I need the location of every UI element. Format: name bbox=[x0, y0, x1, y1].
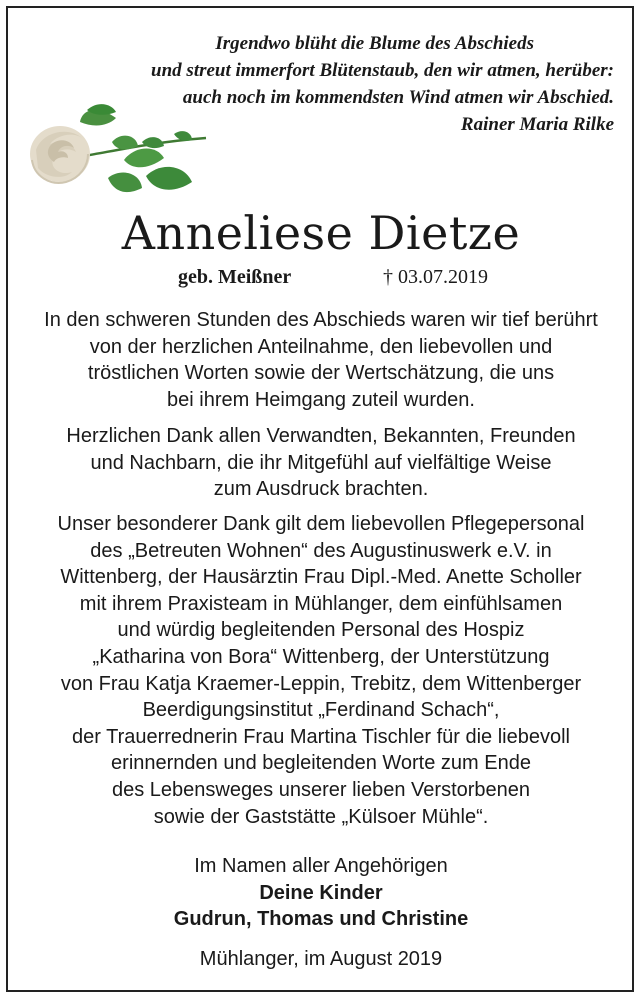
signature-intro: Im Namen aller Angehörigen bbox=[194, 855, 448, 877]
white-rose-icon bbox=[24, 98, 214, 208]
text-line: Herzlichen Dank allen Verwandten, Bekannten, Freunden bbox=[66, 425, 576, 447]
paragraph-thanks-intro bbox=[0, 307, 642, 413]
quote-line: und streut immerfort Blütenstaub, den wir atmen, herüber: bbox=[151, 60, 614, 81]
quote-line: Irgendwo blüht die Blume des Abschieds bbox=[215, 33, 534, 54]
signature-group: Deine Kinder bbox=[259, 881, 383, 904]
birth-name: geb. Meißner bbox=[178, 266, 292, 288]
signature-names: Gudrun, Thomas und Christine bbox=[173, 908, 469, 931]
place-date: Mühlanger, im August 2019 bbox=[199, 948, 443, 970]
paragraph-special-thanks bbox=[0, 511, 642, 830]
text-line: von Frau Katja Kraemer-Leppin, Trebitz, dem Wittenberger bbox=[60, 672, 582, 695]
text-line: und würdig begleitenden Personal des Hospiz bbox=[117, 619, 525, 642]
text-line: Beerdigungsinstitut „Ferdinand Schach“, bbox=[142, 699, 500, 722]
quote-line: auch noch im kommendsten Wind atmen wir Abschied. bbox=[182, 87, 614, 108]
text-line: von der herzlichen Anteilnahme, den liebevollen und bbox=[89, 335, 553, 358]
signature-block bbox=[0, 853, 642, 933]
text-line: und Nachbarn, die ihr Mitgefühl auf vielfältige Weise bbox=[90, 451, 552, 474]
text-line: sowie der Gaststätte „Külsoer Mühle“. bbox=[153, 805, 489, 828]
text-line: des Lebensweges unserer lieben Verstorbenen bbox=[111, 778, 531, 801]
deceased-name: Anneliese Dietze bbox=[121, 206, 521, 260]
text-line: bei ihrem Heimgang zuteil wurden. bbox=[167, 388, 475, 411]
text-line: In den schweren Stunden des Abschieds waren wir tief berührt bbox=[44, 309, 598, 331]
text-line: Unser besonderer Dank gilt dem liebevollen Pflegepersonal bbox=[57, 513, 585, 535]
text-line: tröstlichen Worten sowie der Wertschätzung, die uns bbox=[87, 362, 555, 385]
text-line: „Katharina von Bora“ Wittenberg, der Unterstützung bbox=[92, 645, 550, 668]
paragraph-thanks-relatives bbox=[0, 423, 642, 503]
death-date: † 03.07.2019 bbox=[383, 266, 488, 288]
text-line: erinnernden und begleitenden Worte zum Ende bbox=[111, 752, 531, 775]
text-line: mit ihrem Praxisteam in Mühlanger, dem einfühlsamen bbox=[79, 592, 563, 615]
text-line: der Trauerrednerin Frau Martina Tischler für die liebevoll bbox=[72, 725, 570, 748]
quote-author: Rainer Maria Rilke bbox=[460, 114, 614, 135]
text-line: zum Ausdruck brachten. bbox=[213, 478, 429, 501]
text-line: Wittenberg, der Hausärztin Frau Dipl.-Med. Anette Scholler bbox=[60, 566, 582, 589]
text-line: des „Betreuten Wohnen“ des Augustinuswerk e.V. in bbox=[90, 539, 552, 562]
